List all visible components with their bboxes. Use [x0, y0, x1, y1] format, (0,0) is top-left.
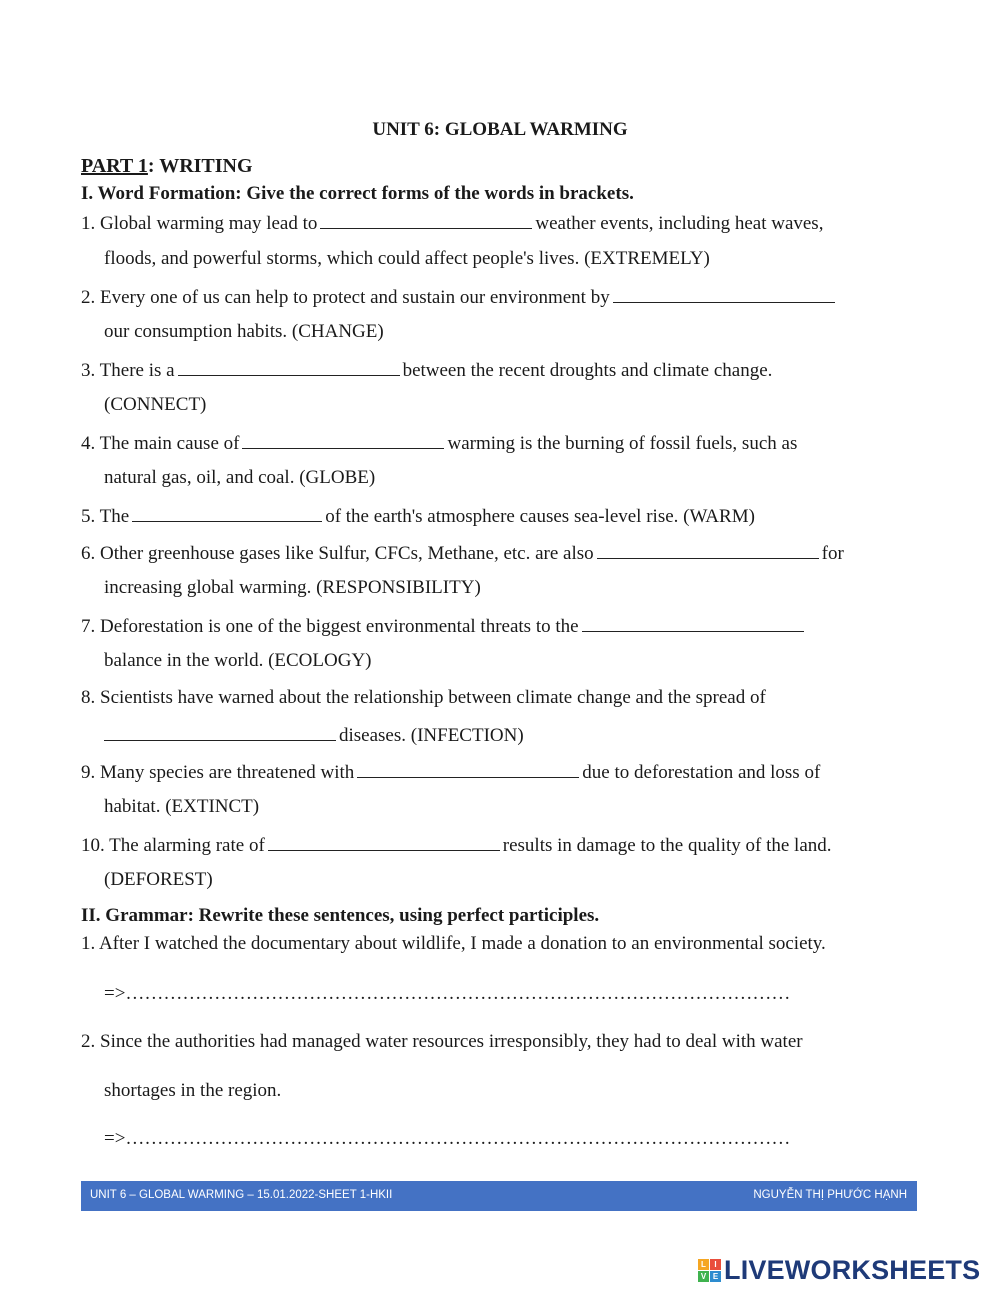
grammar-question-1: 1. After I watched the documentary about wildlife, I made a donation to an environmental society. [81, 933, 826, 954]
logo-letter: I [710, 1259, 721, 1270]
logo-icon [698, 1259, 721, 1282]
question-text: 2. Every one of us can help to protect and sustain our environment by [81, 287, 610, 308]
logo-letter: V [698, 1271, 709, 1282]
question-text: 3. There is a [81, 360, 175, 381]
part-label: PART 1 [81, 155, 148, 177]
logo-letter: E [710, 1271, 721, 1282]
question-8: 8. Scientists have warned about the relationship between climate change and the spread of [81, 687, 766, 708]
answer-blank-5[interactable] [132, 504, 322, 522]
section2-heading: II. Grammar: Rewrite these sentences, using perfect participles. [81, 905, 600, 926]
logo-letter: L [698, 1259, 709, 1270]
answer-blank-8[interactable] [104, 723, 336, 741]
grammar-question-2: 2. Since the authorities had managed water resources irresponsibly, they had to deal with water [81, 1031, 803, 1052]
footer-left-text: UNIT 6 – GLOBAL WARMING – 15.01.2022-SHEET 1-HKII [90, 1189, 393, 1201]
question-text: of the earth's atmosphere causes sea-level rise. (WARM) [325, 506, 755, 527]
question-8-cont [104, 723, 524, 747]
question-text: 7. Deforestation is one of the biggest environmental threats to the [81, 616, 579, 637]
question-1 [81, 211, 823, 235]
question-text: 1. Global warming may lead to [81, 213, 318, 234]
question-2-cont: our consumption habits. (CHANGE) [104, 321, 384, 342]
question-6 [81, 541, 844, 565]
answer-blank-7[interactable] [582, 614, 804, 632]
question-1-cont: floods, and powerful storms, which could affect people's lives. (EXTREMELY) [104, 248, 710, 269]
grammar-answer-1[interactable]: =>…………………………………………………………………………………………… [104, 983, 791, 1004]
liveworksheets-logo[interactable] [698, 1255, 980, 1285]
question-text: between the recent droughts and climate change. [402, 360, 773, 381]
brand-name: LIVEWORKSHEETS [724, 1254, 981, 1285]
question-2 [81, 285, 838, 309]
grammar-question-2-cont: shortages in the region. [104, 1080, 282, 1101]
answer-blank-2[interactable] [613, 285, 835, 303]
question-7 [81, 614, 807, 638]
part-title: : WRITING [147, 155, 253, 177]
page-title: UNIT 6: GLOBAL WARMING [372, 119, 628, 140]
question-9-cont: habitat. (EXTINCT) [104, 796, 260, 817]
question-text: warming is the burning of fossil fuels, such as [447, 433, 798, 454]
question-text: for [821, 543, 844, 564]
question-3 [81, 358, 772, 382]
question-text: results in damage to the quality of the land. [502, 835, 832, 856]
part-heading [81, 155, 253, 178]
question-3-cont: (CONNECT) [104, 394, 207, 415]
question-9 [81, 760, 820, 784]
answer-blank-6[interactable] [597, 541, 819, 559]
question-10 [81, 833, 832, 857]
grammar-answer-2[interactable]: =>…………………………………………………………………………………………… [104, 1128, 791, 1149]
footer-author: NGUYỄN THỊ PHƯỚC HẠNH [753, 1189, 907, 1201]
answer-blank-4[interactable] [242, 431, 444, 449]
question-6-cont: increasing global warming. (RESPONSIBILITY) [104, 577, 481, 598]
question-text: 9. Many species are threatened with [81, 762, 355, 783]
answer-blank-9[interactable] [357, 760, 579, 778]
question-text: 10. The alarming rate of [81, 835, 265, 856]
question-4-cont: natural gas, oil, and coal. (GLOBE) [104, 467, 376, 488]
question-5 [81, 504, 755, 528]
question-text: weather events, including heat waves, [535, 213, 824, 234]
question-text: due to deforestation and loss of [582, 762, 821, 783]
question-10-cont: (DEFOREST) [104, 869, 213, 890]
question-7-cont: balance in the world. (ECOLOGY) [104, 650, 372, 671]
question-4 [81, 431, 797, 455]
question-text: 5. The [81, 506, 130, 527]
answer-blank-3[interactable] [178, 358, 400, 376]
question-text: 6. Other greenhouse gases like Sulfur, CFCs, Methane, etc. are also [81, 543, 594, 564]
question-text: diseases. (INFECTION) [339, 725, 524, 746]
answer-blank-10[interactable] [268, 833, 500, 851]
question-text: 4. The main cause of [81, 433, 240, 454]
answer-blank-1[interactable] [320, 211, 532, 229]
section1-heading: I. Word Formation: Give the correct forms of the words in brackets. [81, 183, 634, 204]
footer-bar [81, 1181, 917, 1211]
